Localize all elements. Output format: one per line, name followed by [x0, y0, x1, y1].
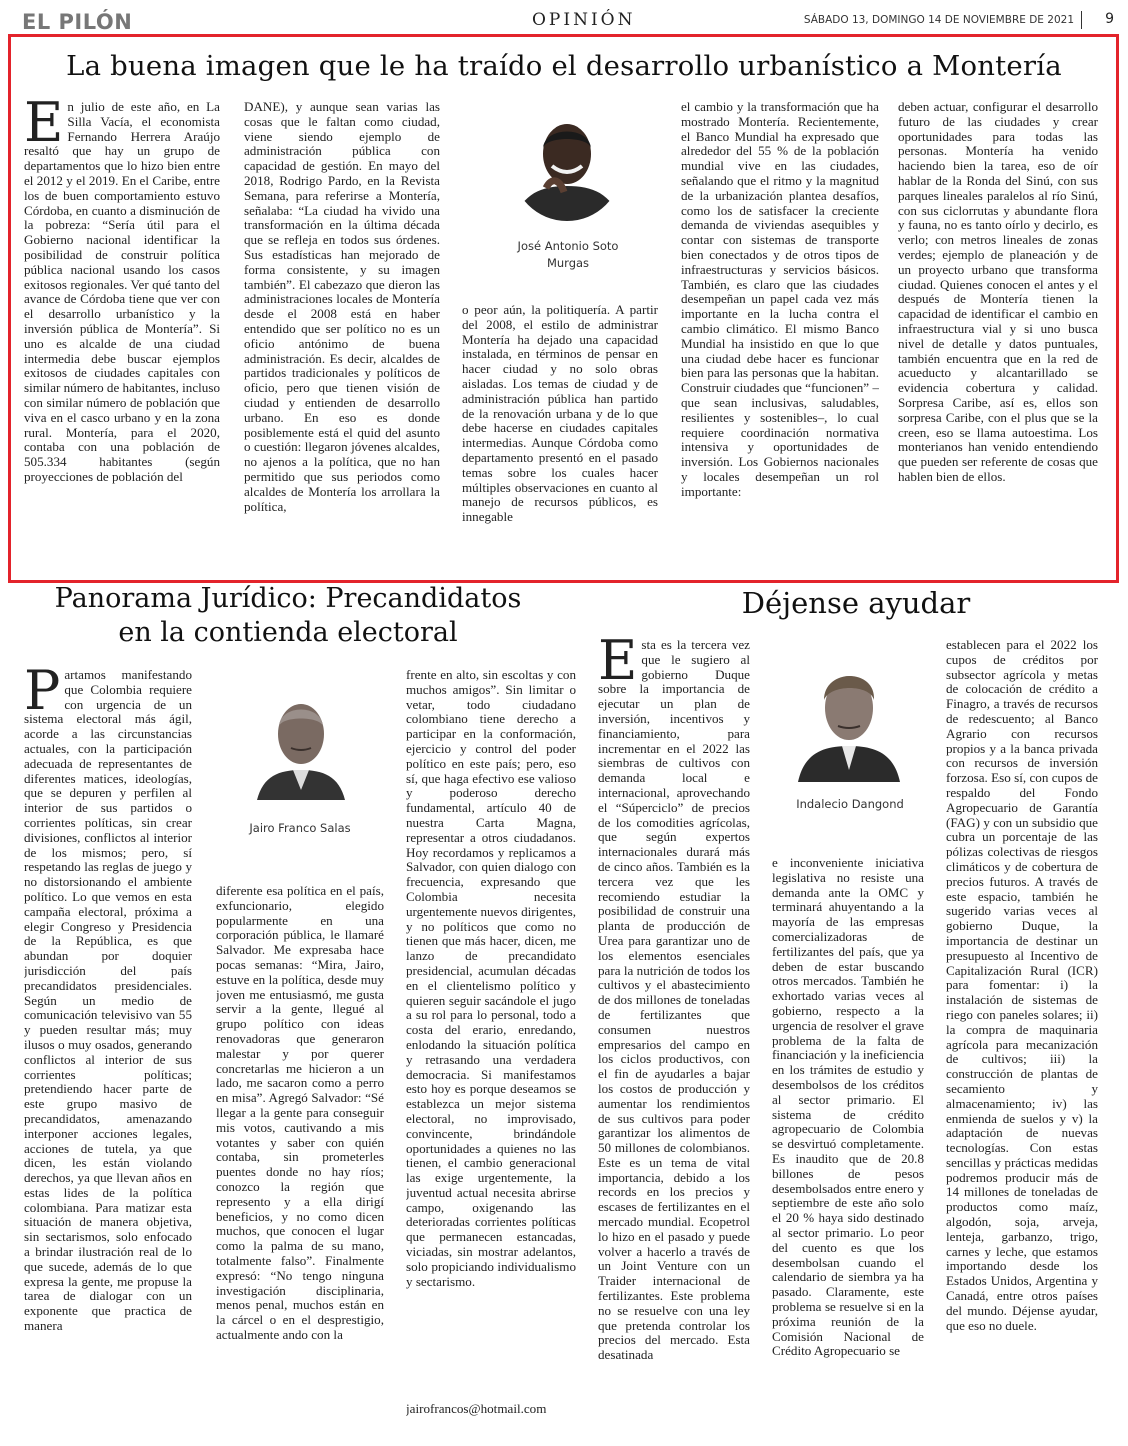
article1-author — [488, 238, 648, 272]
article2-column-3 — [406, 668, 576, 1402]
article2-column-1 — [24, 668, 192, 1420]
portrait-soto-icon — [512, 106, 622, 224]
article1-column-3 — [462, 303, 658, 556]
folio-separator — [1081, 11, 1082, 29]
article1-column-2 — [244, 100, 440, 556]
article1-column-5 — [898, 100, 1098, 556]
article2-column-2 — [216, 884, 384, 1420]
article1-col5-text: deben actuar, configurar el desarrollo futuro de las ciudades y crear oportunidades para todas las personas. Montería ha venido haciendo bien la tarea, eso de oír hablar de la Ronda del Sinú, con sus parques lineales paralelos al río Sinú, con sus ciclorrutas y abundante flora y fauna, no es tanto oírlo y decirlo, es verlo; con metros lineales de zonas verdes; ejemplo de planeación y de un proyecto urbano que transforma ciudad. Quienes conocen el antes y el después de Montería tienen la capacidad de identificar el cambio en infraestructura vial y si uno busca nivel de detalle y datos puntuales, también encuentra que en la red de acueducto y alcantarillado se evidencia cobertura y calidad. Sorpresa Caribe, así es, ellos son sorpresa Caribe, con el plus que se la creen, eso se llama autoestima. Los monterianos han venido entendiendo que pueden ser referente de cosas que hablen bien de ellos. — [898, 100, 1098, 484]
portrait-dangond-icon — [798, 654, 900, 782]
article2-headline-line2: en la contienda electoral — [118, 617, 458, 648]
article2-headline-line1: Panorama Jurídico: Precandidatos — [54, 583, 522, 614]
article1-author-line1: José Antonio Soto — [517, 239, 619, 253]
section-title: OPINIÓN — [532, 10, 636, 30]
article2-headline — [20, 582, 556, 650]
article1-author-line2: Murgas — [546, 256, 590, 270]
article1-dropcap: E — [24, 100, 64, 154]
newspaper-logo: EL PILÓN — [22, 10, 133, 34]
article3-column-1 — [598, 638, 750, 1420]
article2-email: jairofrancos@hotmail.com — [406, 1402, 547, 1416]
article3-column-2 — [772, 856, 924, 1420]
article1-headline: La buena imagen que le ha traído el desarrollo urbanístico a Montería — [66, 50, 1062, 82]
masthead — [22, 8, 1114, 36]
article3-dropcap: E — [598, 638, 638, 692]
article1-col4-text: el cambio y la transformación que ha mostrado Montería. Recientemente, el Banco Mundial ha expresado que alrededor del 55 % de la población mundial vive en las ciudades, señalando que el ritmo y la magnitud de la urbanización plantea desafíos, como los de satisfacer la creciente demanda de viviendas asequibles y contar con sistemas de transporte bien conectados y de otros tipos de infraestructuras y servicios básicos. También, es claro que las ciudades desempeñan un papel cada vez más importante en la lucha contra el cambio climático. El mismo Banco Mundial ha insistido en que lo que una ciudad debe hacer es funcionar bien para las personas que la habitan. Construir ciudades que “funcionen” –que sean inclusivas, saludables, resilientes y sostenibles–, lo cual requiere coordinación normativa intensiva y oportunidades de inversión. Los Gobiernos nacionales y locales desempeñan un rol importante: — [681, 100, 879, 499]
article3-col3-text: establecen para el 2022 los cupos de créditos por subsector agrícola y metas de colocación de crédito a Finagro, a través de recursos de redescuento; al Banco Agrario con recursos propios y a la banca privada con recursos de inversión forzosa. Eso sí, con cupos de respaldo del Fondo Agropecuario de Garantía (FAG) y con un subsidio que cubra un porcentaje de las pólizas colectivas de riesgos climáticos y de cobertura de precios futuros. A través de este espacio, también he sugerido varias veces al gobierno Duque, la importancia de destinar un presupuesto al Incentivo de Capitalización Rural (ICR) para fomentar: i) la instalación de sistemas de riego con paneles solares; ii) la compra de maquinaria agrícola para mecanización de cultivos; iii) la construcción de plantas de secamiento y almacenamiento; iv) las enmienda de suelos y v) la adaptación de nuevas tecnologías. Con estas sencillas y prácticas medidas podremos producir más de 14 millones de toneladas de productos como maíz, algodón, soja, arveja, lenteja, garbanzo, trigo, carnes y leche, que estamos importando desde los Estados Unidos, Argentina y Canadá, entre otros países del mundo. Déjense ayudar, que eso no duele. — [946, 638, 1098, 1333]
article1-column-4 — [681, 100, 879, 556]
article2-col2-text: diferente esa política en el país, exfuncionario, elegido popularmente en una corporación pública, le llamaré Salvador. Me expresaba hace pocas semanas: “Mira, Jairo, estuve en la política, desde muy joven me entusiasmó, me gusta servir a la gente, llegué al grupo político con ideas renovadoras que generaron malestar y por querer concretarlas me hicieron a un lado, me sacaron como a perro en misa”. Agregó Salvador: “Sé llegar a la gente para conseguir mis votos, cautivando a mis votantes y saber con quién contaba, sin prometerles puentes donde no hay ríos; conozco la región que represento y a ella dirigí beneficios, y no como dicen muchos, que conocen el lugar como la palma de su mano, totalmente falso”. Finalmente expresó: “No tengo ninguna investigación disciplinaria, menos penal, muchos están en la cárcel o en el desprestigio, actualmente ando con la — [216, 884, 384, 1342]
article3-col1-text: sta es la tercera vez que le sugiero al gobierno Duque sobre la importancia de ejecutar un plan de inversión, incentivos y financiamiento, para incrementar en el 2022 las siembras de cultivos con demanda local e internacional, aprovechando el “Súperciclo” de precios de los comodities agrícolas, que según expertos internacionales durará más de cinco años. También es la tercera vez que les recomiendo estudiar la posibilidad de construir una planta de producción de Urea para garantizar uno de los elementos esenciales para la nutrición de todos los cultivos y el abastecimiento de dos millones de toneladas de fertilizantes que consumen nuestros empresarios del campo en los ciclos productivos, con el fin de ayudarles a bajar los costos de producción y aumentar los rendimientos de sus cultivos para poder garantizar los alimentos de 50 millones de colombianos. Este es un tema de vital importancia, debido a los records en los precios y escases de fertilizantes en el mercado mundial. Ecopetrol lo hizo en el pasado y puede volver a hacerlo a través de un Joint Venture con un Traider internacional de fertilizantes. Este problema no se resuelve con una ley que pretenda controlar los precios del mercado. Esta desatinada — [598, 638, 750, 1363]
article1-col1-text: n julio de este año, en La Silla Vacía, el economista Fernando Herrera Araújo resaltó que hay un grupo de departamentos que lo hizo bien entre el 2012 y el 2019. En el Caribe, entre los de buen comportamiento estuvo Córdoba, en cuanto a disminución de la pobreza: “Sería útil para el Gobierno nacional identificar la posibilidad de construir política pública nacional usando los casos exitosos regionales. Ver qué tanto del avance de Córdoba tiene que ver con el desarrollo urbanístico y la inversión pública de Montería”. Si uno es alcalde de una ciudad intermedia debe buscar ejemplos exitosos de ciudades capitales con similar número de habitantes, incluso con similar número de población que viva en el casco urbano y en la zona rural. Montería, para el 2020, contaba con una población de 505.334 habitantes (según proyecciones de población del — [24, 100, 220, 484]
article1-column-1 — [24, 100, 220, 556]
dateline: SÁBADO 13, DOMINGO 14 DE NOVIEMBRE DE 2021 — [803, 14, 1074, 26]
article3-column-3 — [946, 638, 1098, 1420]
page-number: 9 — [1105, 11, 1114, 27]
article2-author: Jairo Franco Salas — [249, 821, 351, 835]
article2-col3-text: frente en alto, sin escoltas y con muchos amigos”. Sin limitar o vetar, todo ciudadano colombiano tiene derecho a participar en la conformación, ejercicio y control del poder político en este país; pero, eso sí, que haga efectivo ese valioso y poderoso derecho fundamental, artículo 40 de nuestra Carta Magna, representar a otros ciudadanos. Hoy recordamos y replicamos a Salvador, con quien dialogo con frecuencia, expresando que Colombia necesita urgentemente nuevos dirigentes, y no políticos que como no tienen que más hacer, dicen, me lanzo de precandidato presidencial, acumulan décadas en el clientelismo político y quieren seguir sacándole el jugo a su rol para lo personal, todo a costa del erario, enredando, enlodando la situación política y retrasando una verdadera democracia. Si manifestamos esto hoy es porque deseamos se establezca un mejor sistema electoral, no improvisado, convincente, brindándole oportunidades a quienes no las tienen, el cambio generacional las exige urgentemente, la juventud actual necesita abrirse campo, oxigenando las deterioradas corrientes políticas que permanecen estancadas, viciadas, sin mostrar adelantos, solo propiciando individualismo y sectarismo. — [406, 668, 576, 1289]
article2-col1-text: artamos manifestando que Colombia requiere con urgencia de un sistema electoral más ágil, acorde a las circunstancias actuales, con la participación adecuada de representantes de diferentes matices, ideologías, que se depuren y perfilen al interior de sus partidos o corrientes políticas, sin crear divisiones, conflictos al interior de los mismos; pero, sí respetando las reglas de juego y no distorsionando el ambiente político. Lo que vemos en esta campaña electoral, próxima a elegir Congreso y Presidencia de la República, es que abundan por doquier jurisdicción del país precandidatos presidenciales. Según un medio de comunicación televisivo van 55 y pueden resultar más; muy ilusos o muy osados, generando conflictos al interior de sus corrientes políticas; pretendiendo hacer parte de este grupo masivo de precandidatos, amenazando interponer acciones legales, acciones de tutela, ya que dicen, les están violando derechos, ya que llevan años en estas lides de la política colombiana. Para matizar esta situación de manera objetiva, sin sectarismos, solo enfocado a brindar ilustración real de lo que sucede, además de lo que expresa la gente, me propuse la tarea de dialogar con un exponente que practica de manera — [24, 668, 192, 1334]
article1-col2-text: DANE), y aunque sean varias las cosas que le faltan como ciudad, viene siendo ejemplo de administración pública con capacidad de gestión. En mayo del 2018, Rodrigo Pardo, en la Revista Semana, para referirse a Montería, señalaba: “La ciudad ha vivido una transformación en la última década que se refleja en todos sus órdenes. Sus estadísticas han mejorado de forma consistente, y su imagen también”. El cabezazo que dieron las administraciones locales de Montería desde el 2008 está en haber entendido que ser político no es un oficio antónimo de buena administración. Es decir, alcaldes de partidos tradicionales y políticos de oficio, pero que tienen visión de ciudad y entienden de desarrollo urbano. En eso es donde posiblemente está el quid del asunto o cuestión: llegaron jóvenes alcaldes, no ajenos a la política, que no han permitido que sus periodos como alcaldes de Montería los arrollara la política, — [244, 100, 440, 514]
article2-dropcap: P — [24, 668, 61, 722]
article3-col2-text: e inconveniente iniciativa legislativa no resiste una demanda ante la OMC y terminará ahuyentando a la mayoría de las empresas comercializadoras de fertilizantes del país, que ya deben de estar buscando otros mercados. También he exhortado varias veces al gobierno, respecto a la urgencia de resolver el grave problema de la falta de financiación y la ineficiencia en los trámites de estudio y desembolsos de los créditos al sector primario. El sistema de crédito agropecuario de Colombia se desvirtuó completamente. Es inaudito que de 20.8 billones de pesos desembolsados entre enero y septiembre de este año solo el 20 % haya sido destinado al sector primario. Lo peor del cuento es que los desembolsan cuando el calendario de siembra ya ha pasado. Claramente, este problema se resuelve si en la próxima reunión de la Comisión Nacional de Crédito Agropecuario se — [772, 856, 924, 1359]
article3-author: Indalecio Dangond — [796, 797, 904, 811]
article3-headline: Déjense ayudar — [741, 586, 971, 620]
article1-col3-text: o peor aún, la politiquería. A partir del 2008, el estilo de administrar Montería ha dejado una capacidad instalada, en términos de pensar en hacer ciudad y no solo obras aisladas. Los temas de ciudad y de administración pública han partido de la renovación urbana y de lo que debe hacerse en ciudades capitales intermedias. Aunque Córdoba como departamento presentó en el pasado temas sobre los cuales hacer múltiples observaciones en cuanto al manejo de recursos públicos, es innegable — [462, 303, 658, 525]
portrait-franco-icon — [253, 690, 349, 800]
